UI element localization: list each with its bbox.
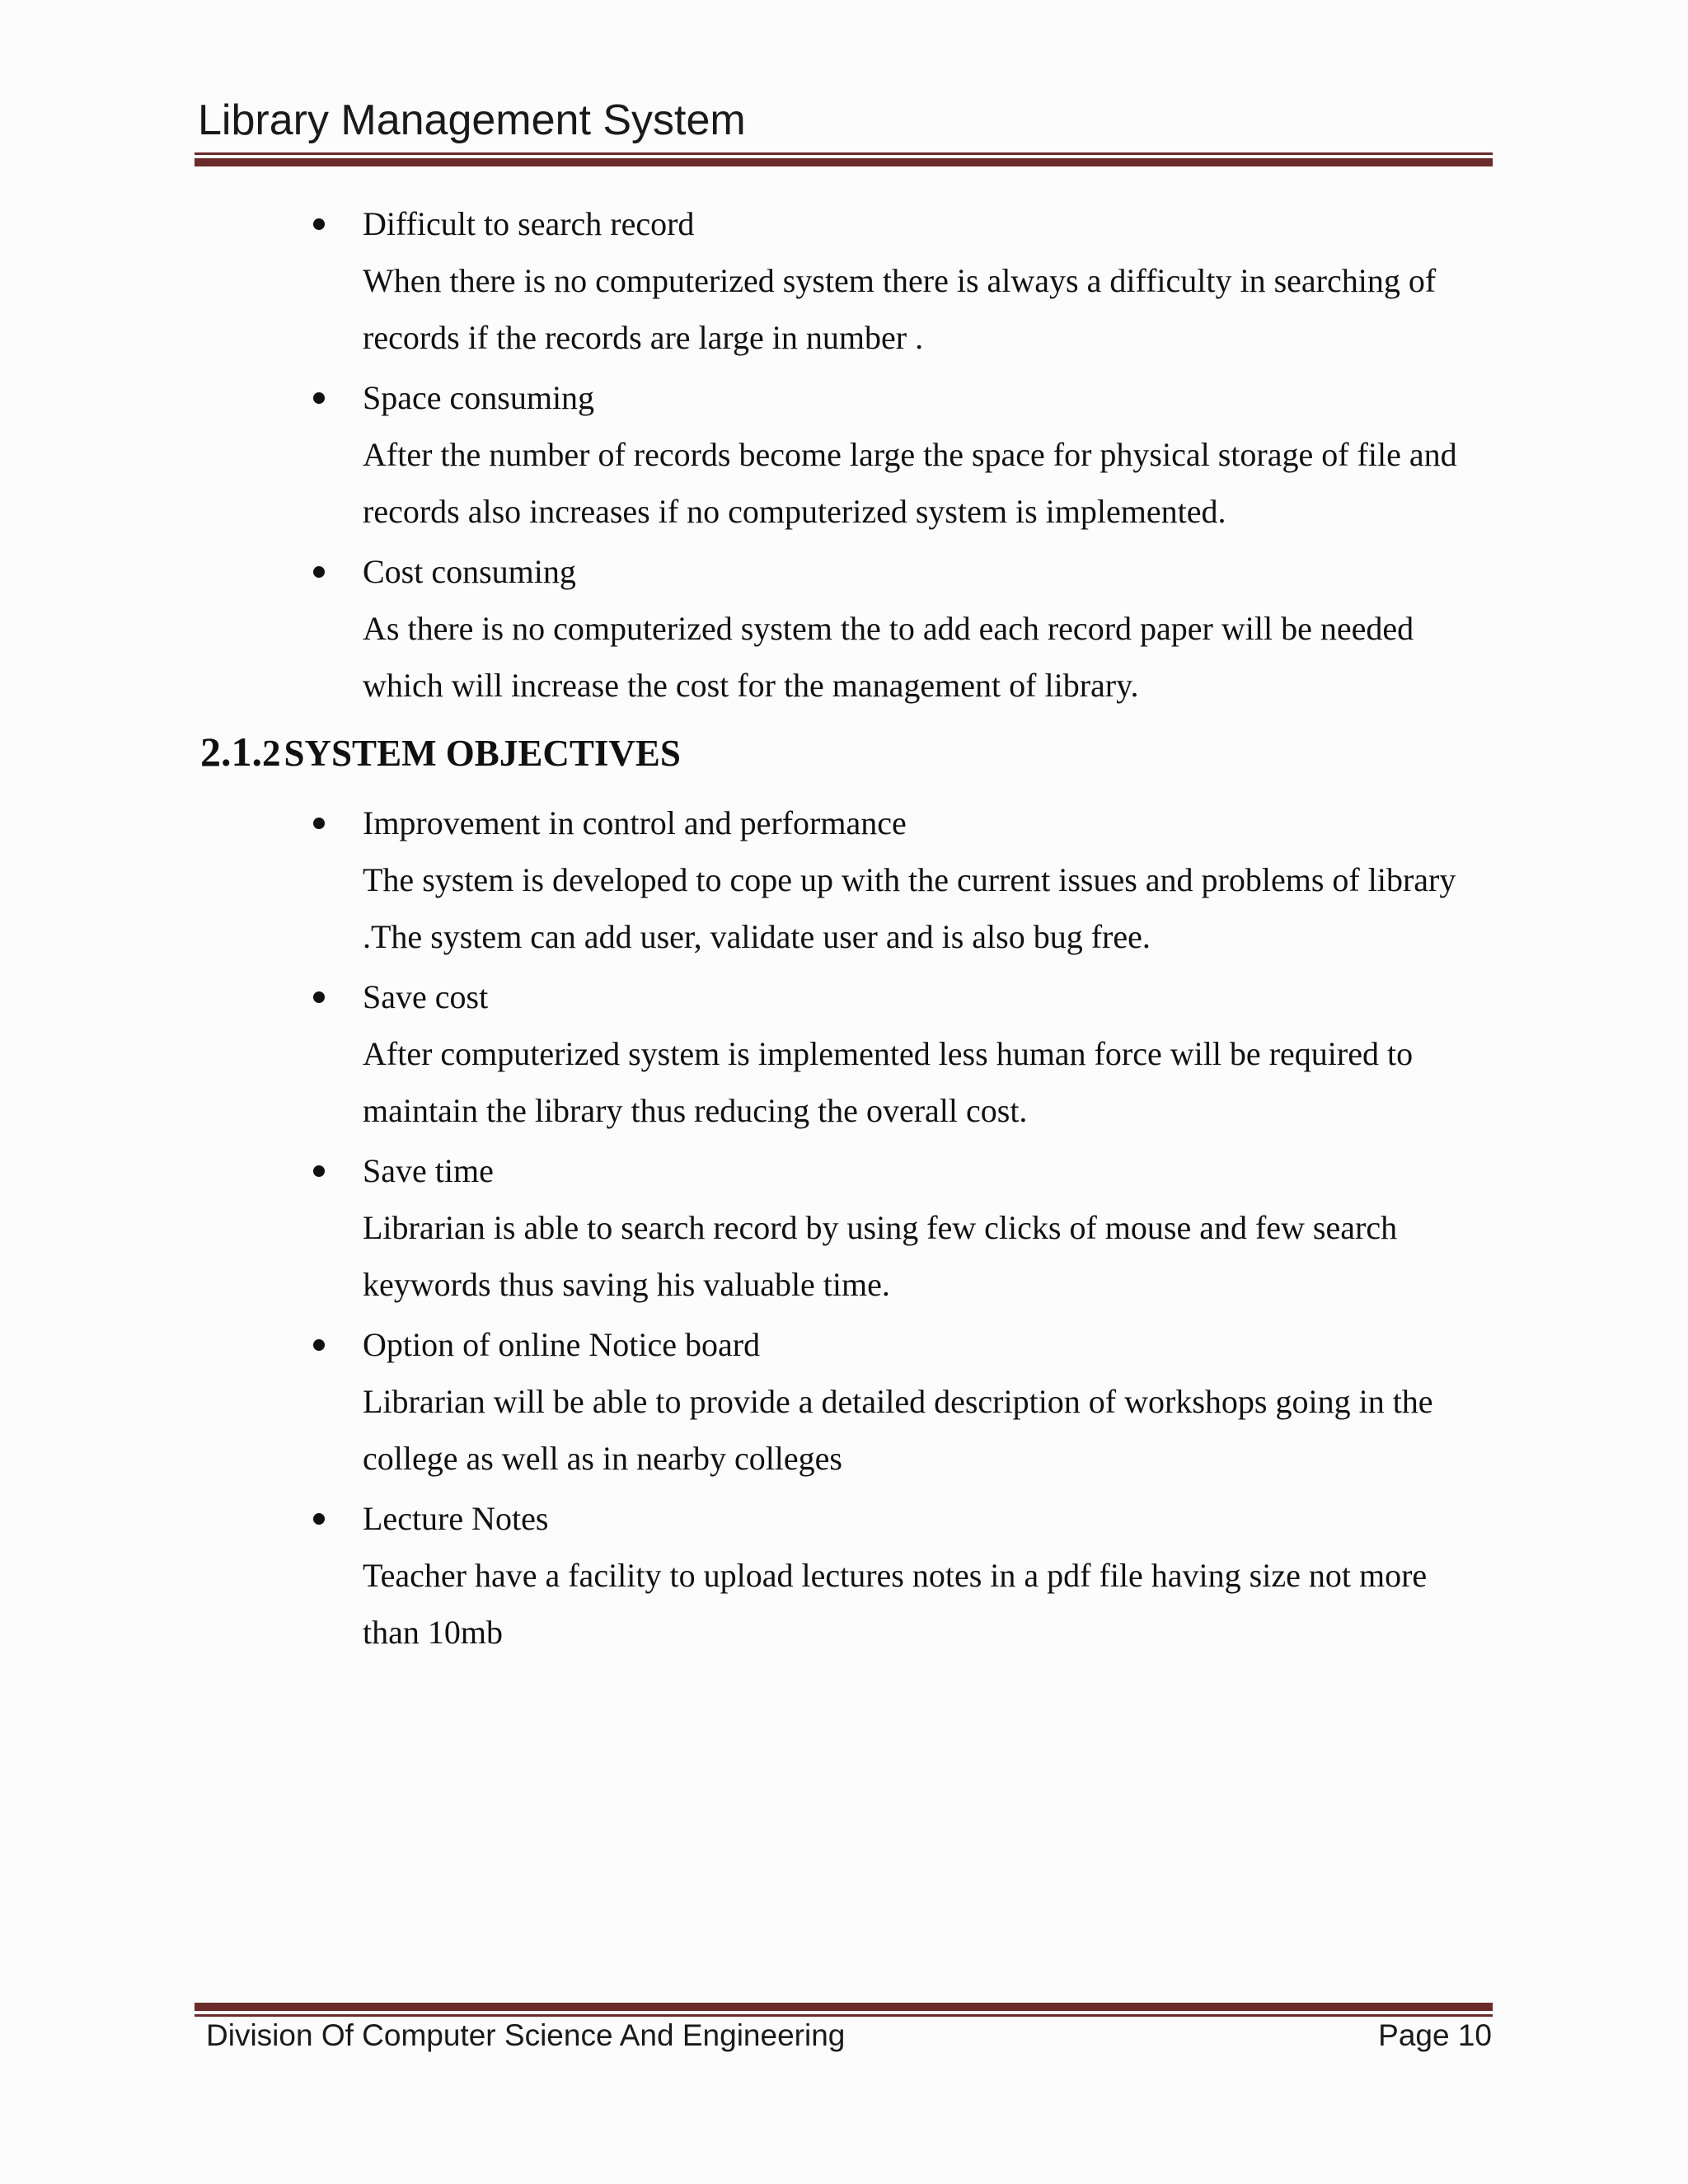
page-number: Page 10: [1378, 2018, 1492, 2052]
list-item-text: keywords thus saving his valuable time.: [363, 1266, 890, 1303]
list-item-title: Option of online Notice board: [363, 1326, 761, 1363]
list-item-title: Space consuming: [363, 379, 595, 416]
footer-rule-thin: [195, 2014, 1493, 2017]
list-item-text: The system is developed to cope up with the current issues and problems of library: [363, 861, 1456, 898]
footer-rule-thick: [195, 2003, 1493, 2011]
list-item-text: maintain the library thus reducing the overall cost.: [363, 1092, 1028, 1129]
bullet-icon: [313, 991, 325, 1003]
bullet-icon: [313, 566, 325, 578]
bullet-icon: [313, 1339, 325, 1351]
list-item-title: Improvement in control and performance: [363, 804, 907, 841]
bullet-icon: [313, 392, 325, 404]
list-item-text: than 10mb: [363, 1614, 503, 1651]
bullet-icon: [313, 1165, 325, 1177]
header-rule-thick: [195, 158, 1493, 166]
list-item-text: college as well as in nearby colleges: [363, 1440, 842, 1477]
bullet-icon: [313, 218, 325, 230]
list-item-text: When there is no computerized system there is always a difficulty in searching of: [363, 262, 1437, 299]
section-number: 2.1.: [200, 729, 262, 775]
list-item-text: Librarian will be able to provide a detailed description of workshops going in the: [363, 1383, 1433, 1420]
section-title: SYSTEM OBJECTIVES: [284, 733, 681, 774]
list-item-text: .The system can add user, validate user and is also bug free.: [363, 918, 1151, 955]
list-item-text: After the number of records become large the space for physical storage of file and: [363, 436, 1457, 473]
list-item-text: records also increases if no computerized system is implemented.: [363, 493, 1226, 530]
list-item-text: After computerized system is implemented less human force will be required to: [363, 1035, 1414, 1072]
list-item-title: Lecture Notes: [363, 1500, 549, 1537]
list-item-title: Difficult to search record: [363, 205, 695, 242]
list-item-title: Save time: [363, 1152, 494, 1189]
list-item-text: records if the records are large in number .: [363, 319, 924, 356]
list-item-title: Cost consuming: [363, 553, 576, 590]
bullet-icon: [313, 1513, 325, 1525]
list-item-text: which will increase the cost for the management of library.: [363, 667, 1139, 704]
section-number-suffix: 2: [262, 733, 281, 774]
footer-department: Division Of Computer Science And Engineering: [206, 2018, 846, 2052]
bullet-icon: [313, 818, 325, 829]
header-rule-thin: [195, 152, 1493, 155]
header-title: Library Management System: [198, 96, 746, 144]
list-item-text: Teacher have a facility to upload lectures notes in a pdf file having size not more: [363, 1557, 1428, 1594]
section-heading: [200, 727, 681, 776]
list-item-text: As there is no computerized system the to add each record paper will be needed: [363, 610, 1414, 647]
list-item-text: Librarian is able to search record by using few clicks of mouse and few search: [363, 1209, 1398, 1246]
list-item-title: Save cost: [363, 978, 489, 1015]
